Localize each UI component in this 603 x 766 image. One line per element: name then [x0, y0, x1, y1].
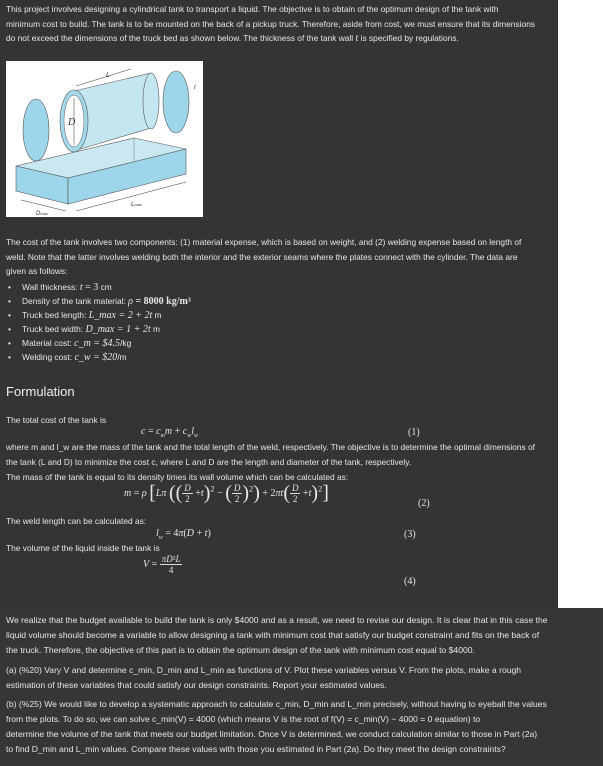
- math-value: c_m = $4.5: [74, 337, 121, 349]
- text: The volume of the liquid inside the tank is: [6, 543, 160, 553]
- cost-paragraph: [6, 235, 521, 279]
- text: to find D_min and L_min values. Compare these values with those you estimated in Part (2a). Do they meet the design constraints?: [6, 744, 506, 754]
- equation-number: (2): [418, 498, 430, 509]
- equation-2: m = ρ [Lπ (( $\frac{D}{2}$ +t)$^2$ − ( $\frac{D}{2}$ )$^2$) + 2πt( $\frac{D}{2}$ +t)$^2$]: [124, 482, 329, 504]
- text: the tank (L and D) to minimize the cost c, where L and D are the length and diameter of the tank, respectively.: [6, 456, 412, 467]
- part-a: [6, 663, 521, 693]
- text: (b) (%25) We would like to develop a systematic approach to calculate c_min, D_min and L_min precisely, without having to eyeball the values: [6, 699, 547, 709]
- math-value: L_max = 2 + 2t: [88, 309, 153, 321]
- label: Density of the tank material:: [22, 295, 129, 306]
- list-item: • Material cost: c_m = $4.5/kg: [0, 337, 191, 351]
- intro-line: This project involves designing a cylindrical tank to transport a liquid. The objective is to obtain of the optimum design of the tank with: [6, 4, 499, 14]
- cost-line: given as follows:: [6, 266, 68, 276]
- label: D: [36, 211, 41, 217]
- label: Truck bed length:: [22, 309, 89, 320]
- task-panel: [0, 608, 603, 766]
- equation-1: $c = c_mm + c_wl_w$: [141, 426, 199, 439]
- list-item: • Truck bed length: L_max = 2 + 2t m: [0, 309, 191, 323]
- math-t: t: [355, 33, 359, 44]
- label-sub: max: [134, 202, 142, 207]
- label: L: [131, 202, 135, 208]
- label: Welding cost:: [22, 351, 75, 362]
- text: liquid volume should become a variable to allow designing a tank with minimum cost that satisfy our budget constraint and fits on the back of: [6, 630, 540, 640]
- label-l: L: [106, 72, 110, 79]
- intro-line: [6, 31, 535, 47]
- equation-number: (3): [404, 529, 416, 540]
- label: Truck bed width:: [22, 323, 86, 334]
- text: We realize that the budget available to build the tank is only $4000 and as a result, we need to revise our design. It is clear that in this case the: [6, 615, 548, 625]
- text: (a) (%20) Vary V and determine c_min, D_min and L_min as functions of V. Plot these variables versus V. From the plots, make a rough: [6, 665, 522, 675]
- label: Material cost:: [22, 337, 75, 348]
- equation-number: (1): [408, 427, 420, 438]
- cost-line: weld. Note that the latter involves welding both the interior and the exterior seams where the plates connect with the cylinder. The data are: [6, 251, 518, 262]
- text: determine the volume of the tank that meets our budget limitation. Once V is determined, we conduct calculation similar to those in Part (2a): [6, 729, 538, 739]
- label-sub: max: [40, 211, 48, 216]
- text: The total cost of the tank is: [6, 415, 107, 425]
- list-item: • Welding cost: c_w = $20/m: [0, 351, 191, 365]
- equation-4: V = $\frac{\text{πD²L}}{4}$: [143, 554, 181, 575]
- intro-paragraph: [6, 2, 535, 47]
- label-t: t: [194, 85, 196, 91]
- list-item: • Wall thickness: t = 3 cm: [0, 281, 191, 295]
- equation-number: (4): [404, 576, 416, 587]
- text: the truck. Therefore, the objective of this part is to obtain the optimum design of the tank with minimum cost equal to $4000.: [6, 645, 475, 655]
- list-item: • Truck bed width: D_max = 1 + 2t m: [0, 323, 191, 337]
- label: Wall thickness:: [22, 282, 80, 292]
- tank-diagram: [6, 61, 203, 217]
- label-d: D: [68, 117, 76, 128]
- section-heading: Formulation: [6, 384, 75, 399]
- text: estimation of these variables that could satisfy our design constraints. Report your estimated values.: [6, 680, 387, 690]
- text: The mass of the tank is equal to its density times its wall volume which can be calculated as:: [6, 472, 349, 482]
- data-list: [0, 281, 191, 364]
- text: where m and l_w are the mass of the tank and the total length of the weld, respectively. The objective is to determine the optimal dimensions of: [6, 442, 535, 452]
- text: from the plots. To do so, we can solve c_min(V) = 4000 (which means V is the root of f(V) = c_min(V) − 4000 = 0 equation) to: [6, 714, 481, 724]
- part-b: [6, 697, 547, 757]
- task-paragraph: [6, 613, 548, 658]
- equation-3: $l_w = 4\pi(D + t)$: [156, 528, 211, 541]
- math-value: D_max = 1 + 2t: [85, 323, 151, 335]
- text: The weld length can be calculated as:: [6, 516, 147, 526]
- intro-line: minimum cost to build. The tank is to be mounted on the back of a pickup truck. Therefore, aside from cost, we must ensure that its dimensions: [6, 18, 535, 29]
- list-item: • Density of the tank material: ρ = 8000 kg/m³: [0, 295, 191, 309]
- where-paragraph: [6, 440, 535, 469]
- label-lmax: [131, 202, 143, 208]
- text: is specified by regulations.: [358, 33, 459, 43]
- text: do not exceed the dimensions of the truck bed as shown below. The thickness of the tank wall: [6, 33, 356, 43]
- cost-line: The cost of the tank involves two components: (1) material expense, which is based on weight, and (2) welding expense based on length of: [6, 237, 522, 247]
- math-value: c_w = $20: [74, 351, 118, 363]
- label-dmax: [36, 211, 49, 217]
